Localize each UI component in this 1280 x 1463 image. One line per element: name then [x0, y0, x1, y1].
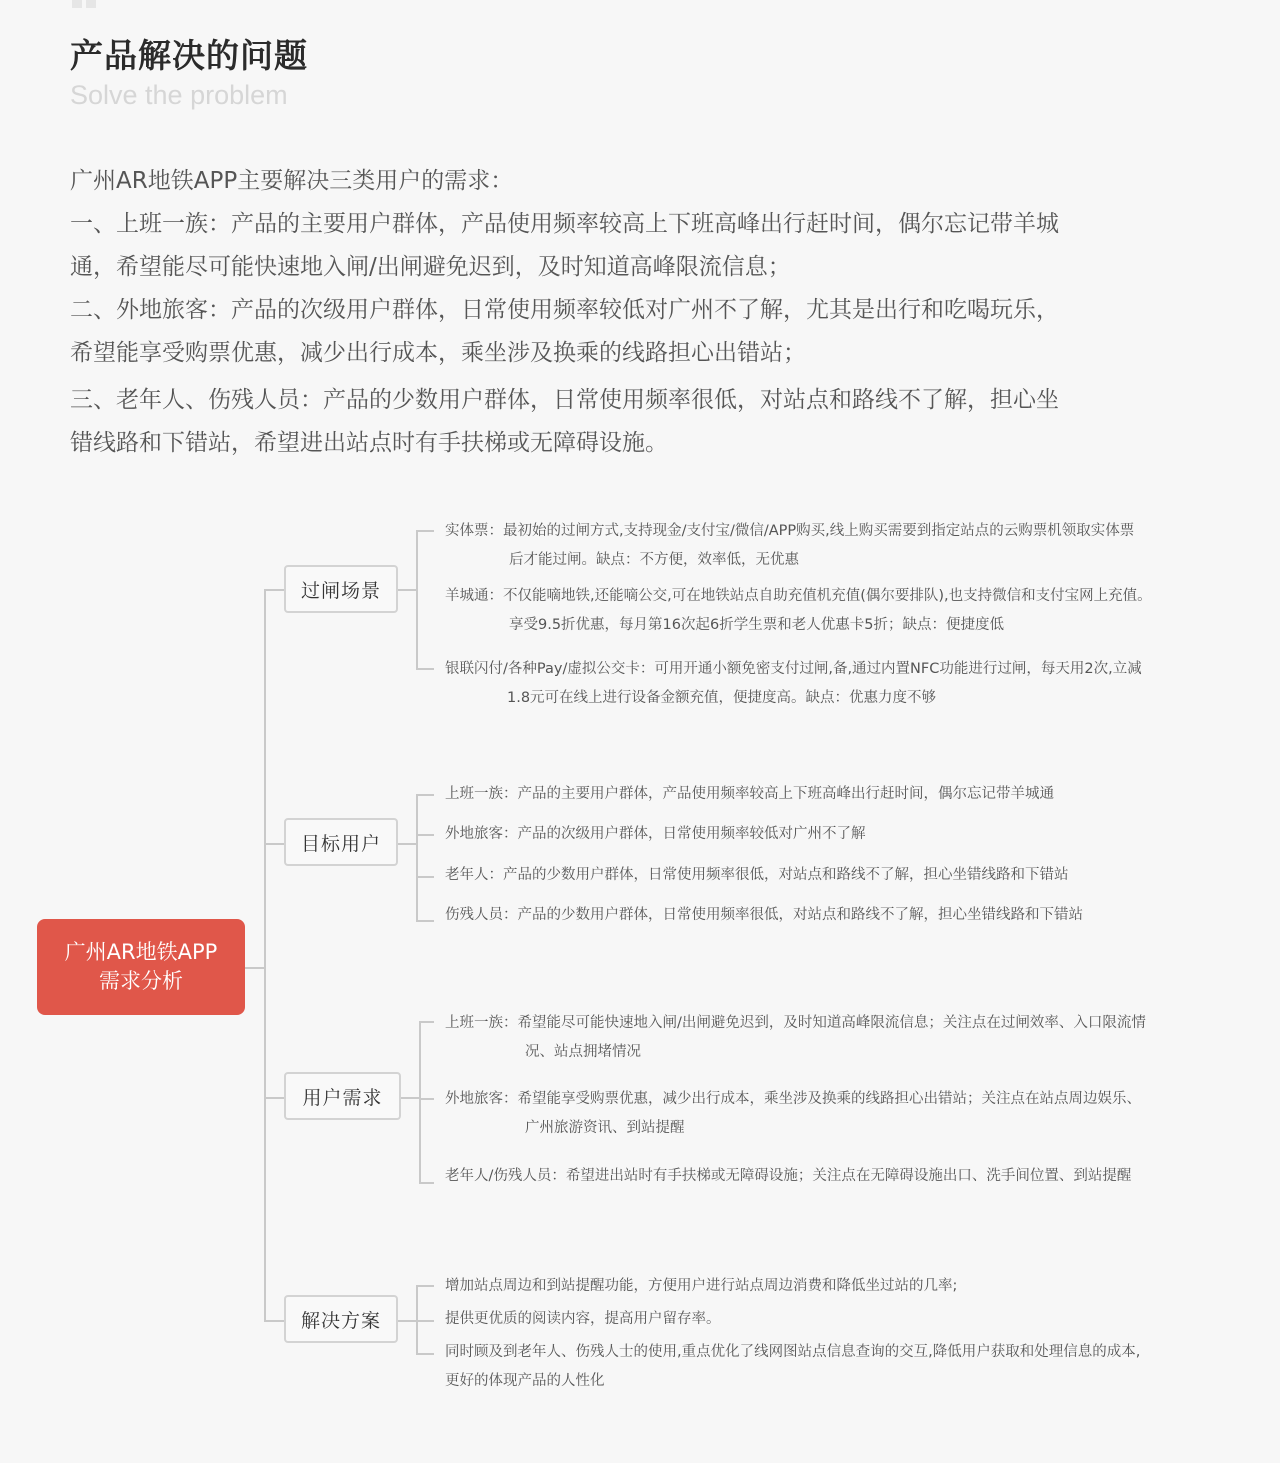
intro-lead: 广州AR地铁APP主要解决三类用户的需求：: [70, 168, 514, 194]
leaf-solution-nearby-alerts: [445, 1272, 957, 1301]
connector-line: [401, 1097, 419, 1099]
leaf-text: 最初始的过闸方式,支持现金/支付宝/微信/APP购买,线上购买需要到指定站点的云购票机领取实体票: [503, 523, 1135, 539]
connector-bracket: [416, 530, 418, 670]
connector-line: [419, 1098, 434, 1100]
intro-p3-line2: 错线路和下错站，希望进出站点时有手扶梯或无障碍设施。: [70, 430, 668, 456]
leaf-key: 老年人：: [445, 867, 503, 883]
branch-node-solutions: 解决方案: [284, 1295, 398, 1343]
branch-node-target-users: 目标用户: [284, 818, 398, 866]
leaf-text-cont: 广州旅游资讯、到站提醒: [525, 1120, 685, 1136]
leaf-yangchengtong: [445, 582, 1152, 640]
leaf-elderly: [445, 861, 1069, 890]
decorative-quote-mark: [72, 0, 96, 8]
root-label-line1: 广州AR地铁APP: [64, 940, 218, 964]
mindmap-root-node: [37, 919, 245, 1015]
leaf-text: 产品的少数用户群体，日常使用频率很低，对站点和路线不了解，担心坐错线路和下错站: [517, 907, 1083, 923]
leaf-key: 外地旅客：: [445, 826, 518, 842]
connector-line: [419, 1021, 434, 1023]
connector-line: [245, 967, 265, 969]
leaf-text: 希望能尽可能快速地入闸/出闸避免迟到，及时知道高峰限流信息；关注点在过闸效率、入口限流情: [517, 1015, 1146, 1031]
intro-text: [70, 160, 1220, 465]
leaf-solution-content: [445, 1305, 721, 1334]
leaf-text: 希望能享受购票优惠，减少出行成本，乘坐涉及换乘的线路担心出错站；关注点在站点周边娱乐、: [517, 1091, 1141, 1107]
intro-p2-line1: 二、外地旅客：产品的次级用户群体，日常使用频率较低对广州不了解，尤其是出行和吃喝玩乐，: [70, 297, 1059, 323]
leaf-text-cont: 后才能过闸。缺点：不方便，效率低，无优惠: [509, 552, 799, 568]
leaf-text: 希望进出站时有手扶梯或无障碍设施；关注点在无障碍设施出口、洗手间位置、到站提醒: [565, 1168, 1132, 1184]
leaf-traveler-needs: [445, 1085, 1141, 1143]
connector-line: [416, 794, 434, 796]
leaf-disabled: [445, 901, 1083, 930]
leaf-text: 可用开通小额免密支付过闸,备,通过内置NFC功能进行过闸，每天用2次,立减: [654, 661, 1142, 677]
connector-line: [419, 1182, 434, 1184]
connector-line: [264, 843, 284, 845]
leaf-physical-ticket: [445, 517, 1134, 575]
leaf-text-cont: 1.8元可在线上进行设备金额充值，便捷度高。缺点：优惠力度不够: [507, 690, 937, 706]
leaf-text-cont: 况、站点拥堵情况: [525, 1044, 641, 1060]
connector-spine: [264, 589, 266, 1322]
leaf-key: 羊城通：: [445, 588, 503, 604]
connector-line: [416, 668, 434, 670]
leaf-travelers: [445, 820, 866, 849]
connector-line: [416, 1285, 434, 1287]
intro-p3-line1: 三、老年人、伤残人员：产品的少数用户群体，日常使用频率很低，对站点和路线不了解，担心坐: [70, 387, 1059, 413]
intro-p1-line1: 一、上班一族：产品的主要用户群体，产品使用频率较高上下班高峰出行赶时间，偶尔忘记带羊城: [70, 211, 1059, 237]
branch-node-gate-scenarios: 过闸场景: [284, 565, 398, 613]
leaf-elderly-disabled-needs: [445, 1162, 1131, 1191]
leaf-commuter-needs: [445, 1009, 1146, 1067]
leaf-key: 银联闪付/各种Pay/虚拟公交卡：: [445, 661, 655, 677]
connector-line: [416, 876, 434, 878]
connector-line: [416, 1353, 434, 1355]
leaf-text: 同时顾及到老年人、伤残人士的使用,重点优化了线网图站点信息查询的交互,降低用户获取和处理信息的成本,: [445, 1344, 1141, 1360]
section-subtitle: Solve the problem: [70, 80, 288, 110]
intro-p1-line2: 通，希望能尽可能快速地入闸/出闸避免迟到，及时知道高峰限流信息；: [70, 254, 791, 280]
leaf-text-cont: 更好的体现产品的人性化: [445, 1373, 605, 1389]
connector-line: [264, 1320, 284, 1322]
connector-line: [416, 530, 434, 532]
root-label-line2: 需求分析: [99, 969, 183, 993]
leaf-text: 产品的次级用户群体，日常使用频率较低对广州不了解: [517, 826, 866, 842]
connector-line: [264, 1097, 284, 1099]
intro-p2-line2: 希望能享受购票优惠，减少出行成本，乘坐涉及换乘的线路担心出错站；: [70, 340, 806, 366]
connector-line: [398, 1320, 416, 1322]
connector-line: [416, 834, 434, 836]
connector-bracket: [416, 794, 418, 922]
leaf-unionpay: [445, 655, 1142, 713]
leaf-text: 产品的少数用户群体，日常使用频率很低，对站点和路线不了解，担心坐错线路和下错站: [503, 867, 1069, 883]
leaf-key: 实体票：: [445, 523, 503, 539]
connector-line: [398, 843, 416, 845]
leaf-solution-accessibility: [445, 1338, 1140, 1396]
connector-line: [416, 920, 434, 922]
connector-line: [416, 1320, 434, 1322]
connector-line: [398, 589, 416, 591]
leaf-text: 增加站点周边和到站提醒功能，方便用户进行站点周边消费和降低坐过站的几率;: [445, 1278, 958, 1294]
leaf-text: 提供更优质的阅读内容，提高用户留存率。: [445, 1311, 721, 1327]
branch-node-user-needs: 用户需求: [284, 1072, 401, 1120]
leaf-key: 伤残人员：: [445, 907, 518, 923]
leaf-commuters: [445, 780, 1054, 809]
leaf-key: 老年人/伤残人员：: [445, 1168, 566, 1184]
leaf-key: 上班一族：: [445, 786, 518, 802]
leaf-text: 不仅能嘀地铁,还能嘀公交,可在地铁站点自助充值机充值(偶尔要排队),也支持微信和支付宝网上充值。: [503, 588, 1152, 604]
leaf-key: 上班一族：: [445, 1015, 518, 1031]
leaf-key: 外地旅客：: [445, 1091, 518, 1107]
connector-bracket: [419, 1021, 421, 1184]
section-title: 产品解决的问题: [70, 36, 308, 75]
leaf-text: 产品的主要用户群体，产品使用频率较高上下班高峰出行赶时间，偶尔忘记带羊城通: [517, 786, 1054, 802]
connector-line: [264, 589, 284, 591]
leaf-text-cont: 享受9.5折优惠，每月第16次起6折学生票和老人优惠卡5折；缺点：便捷度低: [509, 617, 1004, 633]
